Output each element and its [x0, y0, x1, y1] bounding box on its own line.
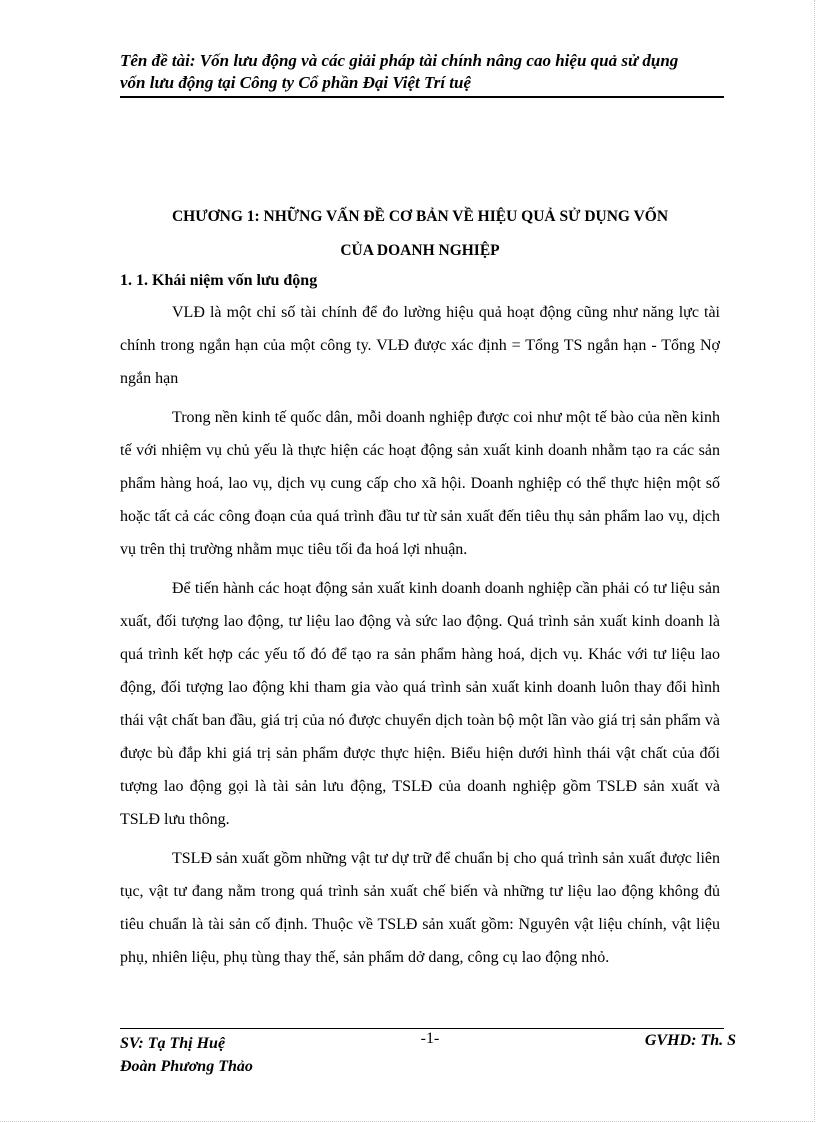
paragraph: TSLĐ sản xuất gồm những vật tư dự trữ để chuẩn bị cho quá trình sản xuất được liên tục, vật tư đang nằm trong quá trình sản xuất chế biến và những tư liệu lao động không đủ tiêu chuẩn là tài sản cố định. Thuộc về TSLĐ sản xuất gồm: Nguyên vật liệu chính, vật liệu phụ, nhiên liệu, phụ tùng thay thế, sản phẩm dở dang, công cụ lao động nhỏ. — [120, 850, 720, 966]
paragraph: VLĐ là một chỉ số tài chính để đo lường hiệu quả hoạt động cũng như năng lực tài chính trong ngắn hạn của một công ty. VLĐ được xác định = Tổng TS ngắn hạn - Tổng Nợ ngắn hạn — [120, 304, 720, 387]
footer-student-line-2: Đoàn Phương Thảo — [120, 1058, 253, 1075]
footer-student — [120, 1032, 253, 1078]
chapter-title-line-2: CỦA DOANH NGHIỆP — [340, 242, 500, 259]
paragraph: Để tiến hành các hoạt động sản xuất kinh doanh doanh nghiệp cần phải có tư liệu sản xuất, đối tượng lao động, tư liệu lao động và sức lao động. Quá trình sản xuất kinh doanh là quá trình kết hợp các yếu tố đó để tạo ra sản phẩm hàng hoá, dịch vụ. Khác với tư liệu lao động, đối tượng lao động khi tham gia vào quá trình sản xuất kinh doanh luôn thay đổi hình thái vật chất ban đầu, giá trị của nó được chuyển dịch toàn bộ một lần vào giá trị sản phẩm và được bù đắp khi giá trị sản phẩm được thực hiện. Biểu hiện dưới hình thái vật chất của đối tượng lao động gọi là tài sản lưu động, TSLĐ của doanh nghiệp gồm TSLĐ sản xuất và TSLĐ lưu thông. — [120, 580, 720, 828]
footer-advisor: GVHD: Th. S — [644, 1032, 736, 1049]
section-heading: 1. 1. Khái niệm vốn lưu động — [120, 272, 318, 289]
running-header — [120, 50, 724, 98]
body-text — [120, 296, 720, 980]
chapter-title — [120, 200, 720, 268]
header-title-line-1: Tên đề tài: Vốn lưu động và các giải pháp tài chính nâng cao hiệu quả sử dụng — [120, 51, 679, 70]
paragraph: Trong nền kinh tế quốc dân, mỗi doanh nghiệp được coi như một tế bào của nền kinh tế với nhiệm vụ chủ yếu là thực hiện các hoạt động sản xuất kinh doanh nhằm tạo ra các sản phẩm hàng hoá, lao vụ, dịch vụ cung cấp cho xã hội. Doanh nghiệp có thể thực hiện một số hoặc tất cả các công đoạn của quá trình đầu tư từ sản xuất đến tiêu thụ sản phẩm lao vụ, dịch vụ trên thị trường nhằm mục tiêu tối đa hoá lợi nhuận. — [120, 409, 720, 558]
footer-student-line-1: SV: Tạ Thị Huệ — [120, 1035, 226, 1052]
chapter-title-line-1: CHƯƠNG 1: NHỮNG VẤN ĐỀ CƠ BẢN VỀ HIỆU QUẢ SỬ DỤNG VỐN — [171, 208, 669, 225]
page-number: -1- — [420, 1030, 440, 1047]
footer-divider — [120, 1028, 724, 1029]
header-title-line-2: vốn lưu động tại Công ty Cổ phần Đại Việt Trí tuệ — [120, 73, 472, 92]
